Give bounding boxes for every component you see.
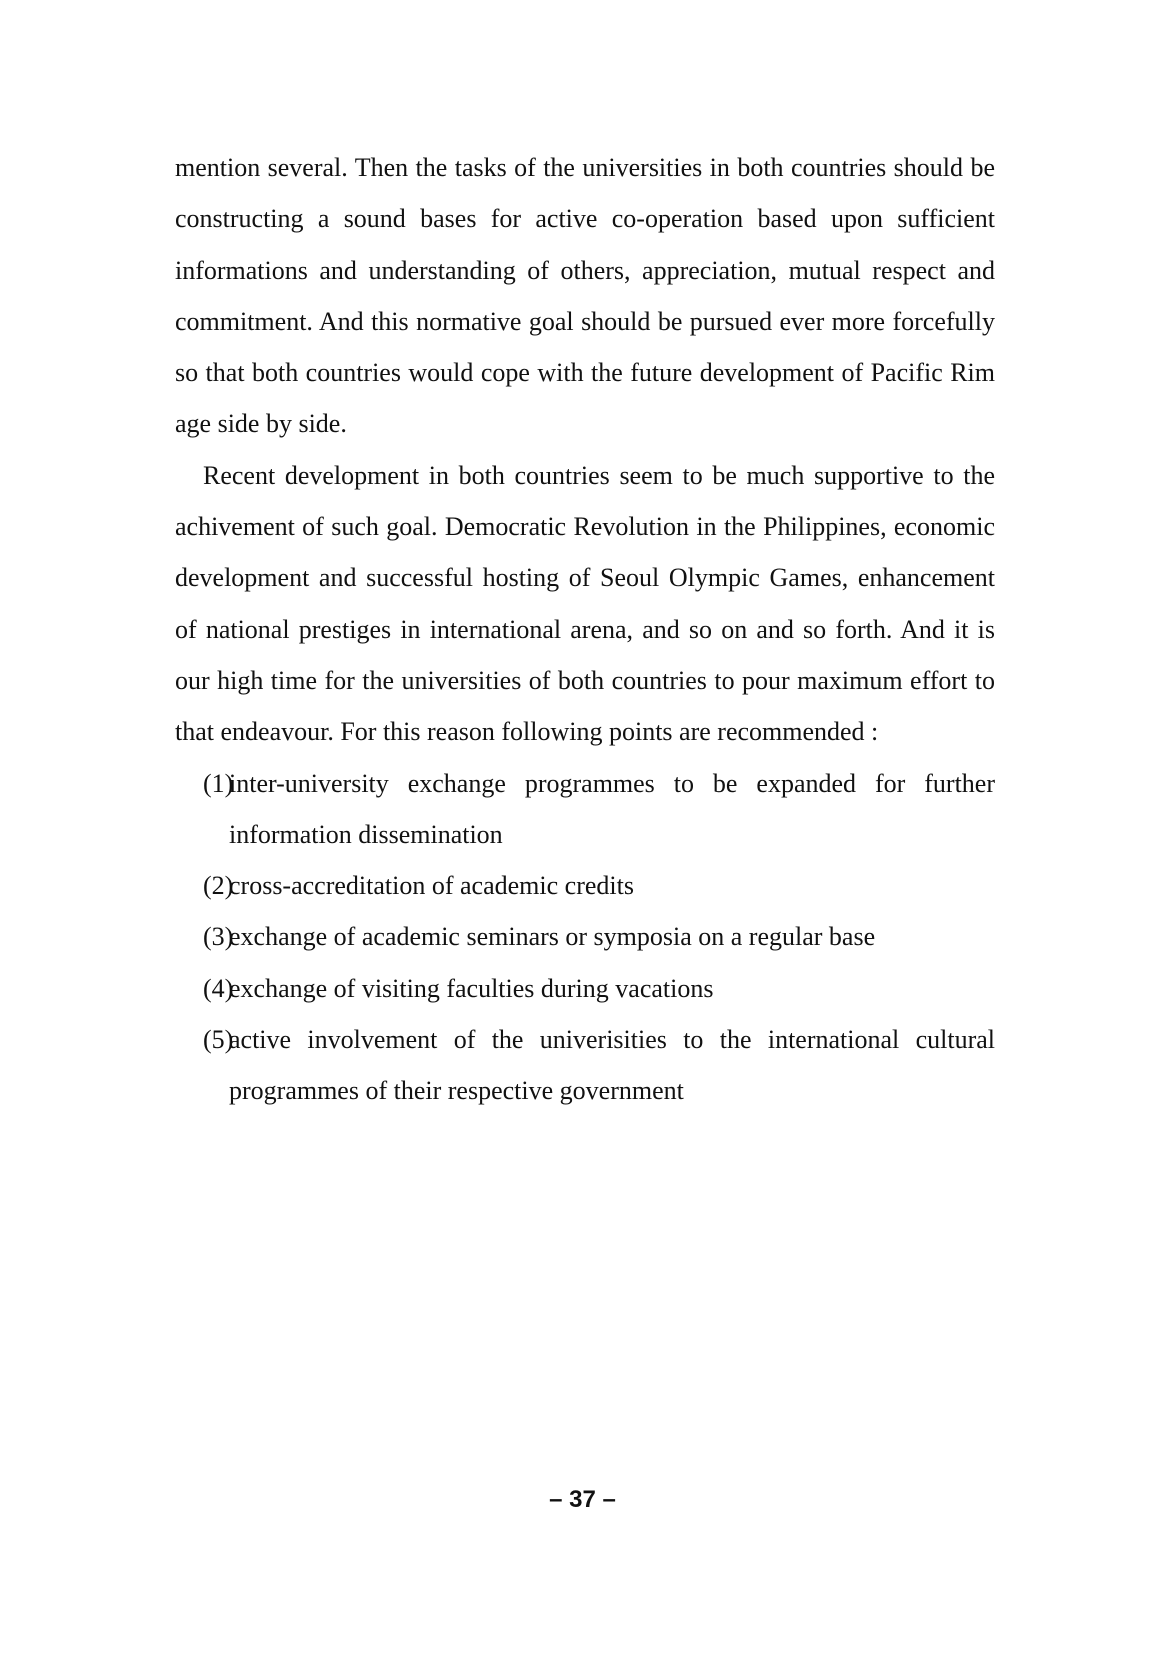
body-paragraph-2: Recent development in both countries seem to be much supportive to the achivement of such goal. Democratic Revolution in the Philippines, economic development and successful hosting of Seoul Olympic Games, enhancement of national prestiges in international arena, and so on and so forth. And it is our high time for the universities of both countries to pour maximum effort to that endeavour. For this reason following points are recommended :: [175, 460, 995, 747]
list-item-number: (3): [203, 922, 234, 952]
page-number: – 37 –: [549, 1486, 616, 1513]
recommendations-list: [175, 758, 995, 1117]
list-item: [175, 911, 995, 962]
page-body: [175, 142, 995, 1117]
list-item-text: exchange of visiting faculties during vacations: [229, 973, 714, 1003]
body-paragraph-1: mention several. Then the tasks of the universities in both countries should be constructing a sound bases for active co-operation based upon sufficient informations and understanding of others, appreciation, mutual respect and commitment. And this normative goal should be pursued ever more forcefully so that both countries would cope with the future development of Pacific Rim age side by side.: [175, 153, 995, 439]
list-item-text: exchange of academic seminars or symposia on a regular base: [229, 922, 876, 952]
list-item: [175, 758, 995, 861]
list-item: [175, 963, 995, 1014]
list-item: [175, 1014, 995, 1117]
list-item-text: cross-accreditation of academic credits: [229, 871, 634, 901]
list-item-text: active involvement of the univerisities to the international cultural programmes of their respective government: [229, 1025, 995, 1106]
list-item-number: (4): [203, 973, 234, 1003]
list-item-number: (2): [203, 871, 234, 901]
list-item: [175, 860, 995, 911]
list-item-number: (1): [203, 768, 234, 798]
list-item-text: inter-university exchange programmes to be expanded for further information dissemination: [229, 768, 995, 849]
list-item-number: (5): [203, 1025, 234, 1055]
